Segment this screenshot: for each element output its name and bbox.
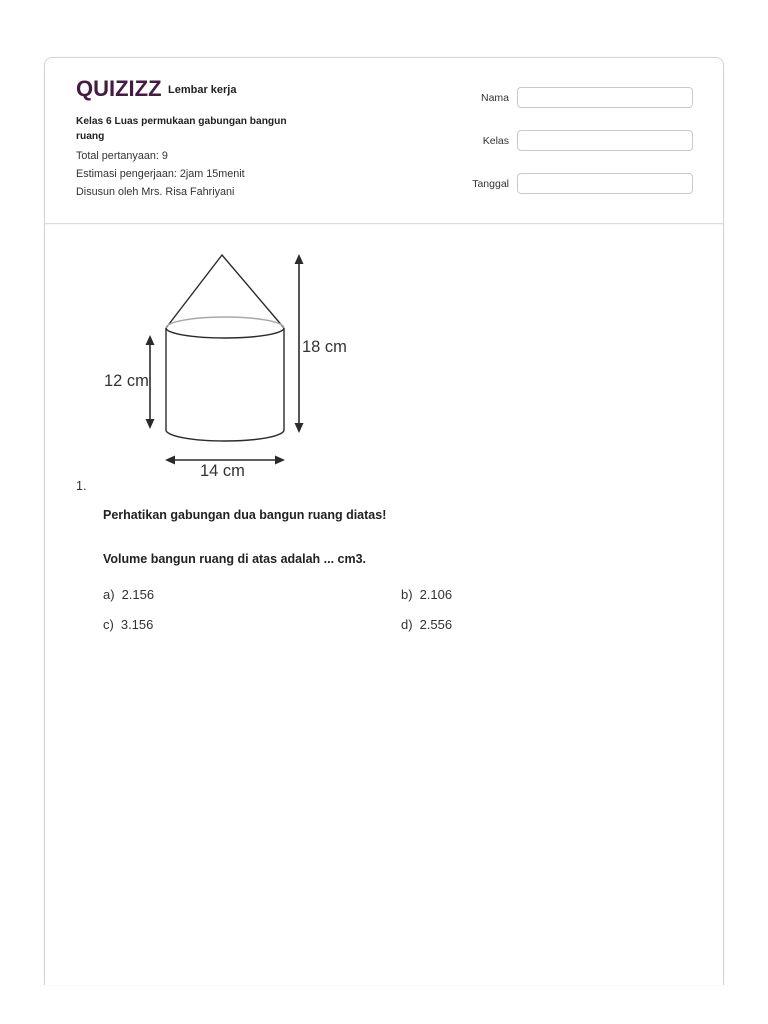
question-figure (96, 248, 356, 480)
option-d (401, 617, 452, 633)
quizizz-logo: QUIZIZZ (76, 76, 162, 101)
author: Disusun oleh Mrs. Risa Fahriyani (76, 186, 235, 198)
cylinder-height-label: 12 cm (104, 372, 149, 390)
total-height-label: 18 cm (302, 338, 347, 356)
worksheet-meta (76, 147, 245, 201)
question-number: 1. (76, 479, 87, 493)
document-type-label: Lembar kerja (168, 84, 237, 96)
option-text: 3.156 (120, 617, 154, 632)
option-letter: d) (401, 617, 413, 632)
field-label-kelas: Kelas (482, 134, 509, 147)
cylinder-top-back-arc (166, 317, 284, 328)
question-instruction: Perhatikan gabungan dua bangun ruang diatas! (103, 508, 387, 522)
tanggal-field[interactable] (517, 173, 693, 194)
option-text: 2.556 (419, 617, 453, 632)
option-letter: b) (401, 587, 413, 602)
option-c (103, 617, 153, 633)
kelas-field[interactable] (517, 130, 693, 151)
option-letter: c) (103, 617, 114, 632)
header-divider (45, 223, 723, 224)
question-prompt: Volume bangun ruang di atas adalah ... cm3. (103, 552, 367, 566)
option-text: 2.156 (121, 587, 155, 602)
nama-field[interactable] (517, 87, 693, 108)
field-label-tanggal: Tanggal (472, 177, 509, 190)
estimated-time: Estimasi pengerjaan: 2jam 15menit (76, 168, 245, 180)
field-label-nama: Nama (480, 91, 509, 104)
field-row-kelas (420, 130, 693, 151)
cylinder-bottom-arc (166, 430, 284, 441)
total-questions: Total pertanyaan: 9 (76, 150, 168, 162)
field-row-tanggal (420, 173, 693, 194)
field-row-nama (420, 87, 693, 108)
worksheet-title: Kelas 6 Luas permukaan gabungan bangun ruang (76, 116, 287, 142)
option-a (103, 587, 154, 603)
student-info-fields (420, 87, 693, 216)
option-b (401, 587, 452, 603)
diameter-label: 14 cm (200, 462, 245, 480)
option-letter: a) (103, 587, 115, 602)
option-text: 2.106 (419, 587, 453, 602)
cylinder-top-front-arc (166, 328, 284, 338)
